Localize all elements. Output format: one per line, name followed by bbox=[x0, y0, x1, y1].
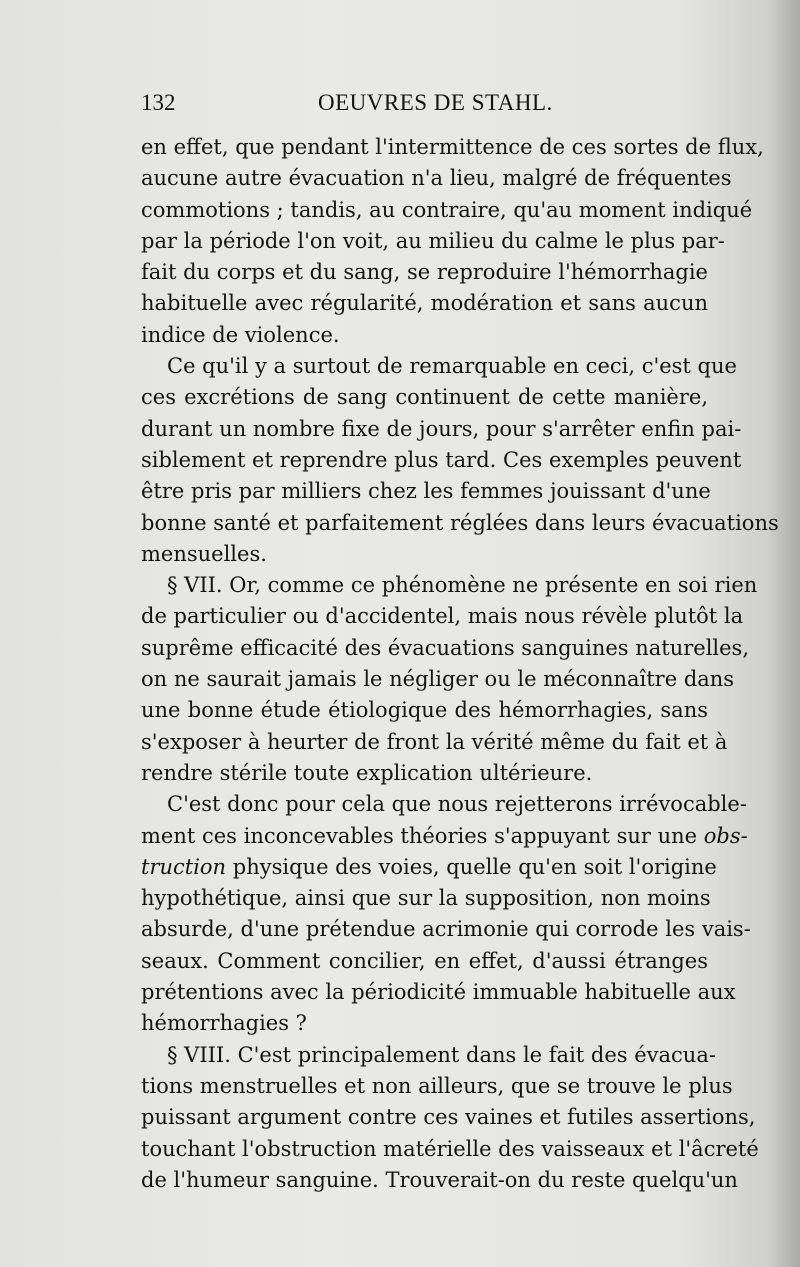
text-line: Ce qu'il y a surtout de remarquable en ceci, c'est que bbox=[167, 354, 737, 379]
text-line: être pris par milliers chez les femmes jouissant d'une bbox=[141, 479, 711, 504]
text-line: on ne saurait jamais le négliger ou le méconnaître dans bbox=[141, 667, 735, 692]
text-line: seaux. Comment concilier, en effet, d'aussi étranges bbox=[141, 948, 708, 973]
section-heading-line: § VIII. C'est principalement dans le fait des évacua- bbox=[167, 1042, 716, 1067]
text-line: prétentions avec la périodicité immuable habituelle aux bbox=[141, 980, 736, 1005]
text-line: absurde, d'une prétendue acrimonie qui corrode les vais- bbox=[141, 917, 751, 942]
text-line: rendre stérile toute explication ultérieure. bbox=[141, 760, 593, 785]
text-line: une bonne étude étiologique des hémorrhagies, sans bbox=[141, 698, 708, 723]
text-line: puissant argument contre ces vaines et futiles assertions, bbox=[141, 1105, 756, 1130]
italic-term: obs- bbox=[703, 823, 748, 848]
text-line: indice de violence. bbox=[141, 322, 340, 347]
text-line: de l'humeur sanguine. Trouverait-on du reste quelqu'un bbox=[141, 1167, 738, 1192]
text-line: s'exposer à heurter de front la vérité même du fait et à bbox=[141, 729, 728, 754]
text-line: habituelle avec régularité, modération et sans aucun bbox=[141, 291, 708, 316]
section-heading-line: § VII. Or, comme ce phénomène ne présente en soi rien bbox=[167, 573, 758, 598]
text-line: touchant l'obstruction matérielle des vaisseaux et l'âcreté bbox=[141, 1136, 759, 1161]
text-line: suprême efficacité des évacuations sanguines naturelles, bbox=[141, 635, 750, 660]
text-line: commotions ; tandis, au contraire, qu'au moment indiqué bbox=[141, 197, 753, 222]
text-line: C'est donc pour cela que nous rejetterons irrévocable- bbox=[167, 792, 747, 817]
text-line: durant un nombre fixe de jours, pour s'arrêter enfin pai- bbox=[141, 416, 742, 441]
running-title: OEUVRES DE STAHL. bbox=[318, 90, 553, 115]
text-fragment: ment ces inconcevables théories s'appuyant sur une bbox=[141, 823, 698, 848]
text-line: hémorrhagies ? bbox=[141, 1011, 307, 1036]
text-line: hypothétique, ainsi que sur la supposition, non moins bbox=[141, 886, 711, 911]
text-line: siblement et reprendre plus tard. Ces exemples peuvent bbox=[141, 447, 742, 472]
text-line: fait du corps et du sang, se reproduire l'hémorrhagie bbox=[141, 260, 708, 285]
text-line: par la période l'on voit, au milieu du calme le plus par- bbox=[141, 228, 725, 253]
page-number: 132 bbox=[141, 90, 176, 115]
text-line: de particulier ou d'accidentel, mais nous révèle plutôt la bbox=[141, 604, 744, 629]
text-line: mensuelles. bbox=[141, 541, 267, 566]
text-line bbox=[141, 821, 748, 852]
text-line: ces excrétions de sang continuent de cette manière, bbox=[141, 385, 708, 410]
italic-term: truction bbox=[141, 854, 227, 879]
text-line: aucune autre évacuation n'a lieu, malgré de fréquentes bbox=[141, 166, 732, 191]
text-line: bonne santé et parfaitement réglées dans leurs évacuations bbox=[141, 510, 779, 535]
body-text bbox=[141, 132, 779, 1196]
text-line: en effet, que pendant l'intermittence de ces sortes de flux, bbox=[141, 135, 764, 159]
text-line bbox=[141, 852, 717, 883]
page-header bbox=[141, 90, 557, 122]
text-fragment: physique des voies, quelle qu'en soit l'origine bbox=[232, 854, 717, 879]
text-line: tions menstruelles et non ailleurs, que se trouve le plus bbox=[141, 1073, 733, 1098]
